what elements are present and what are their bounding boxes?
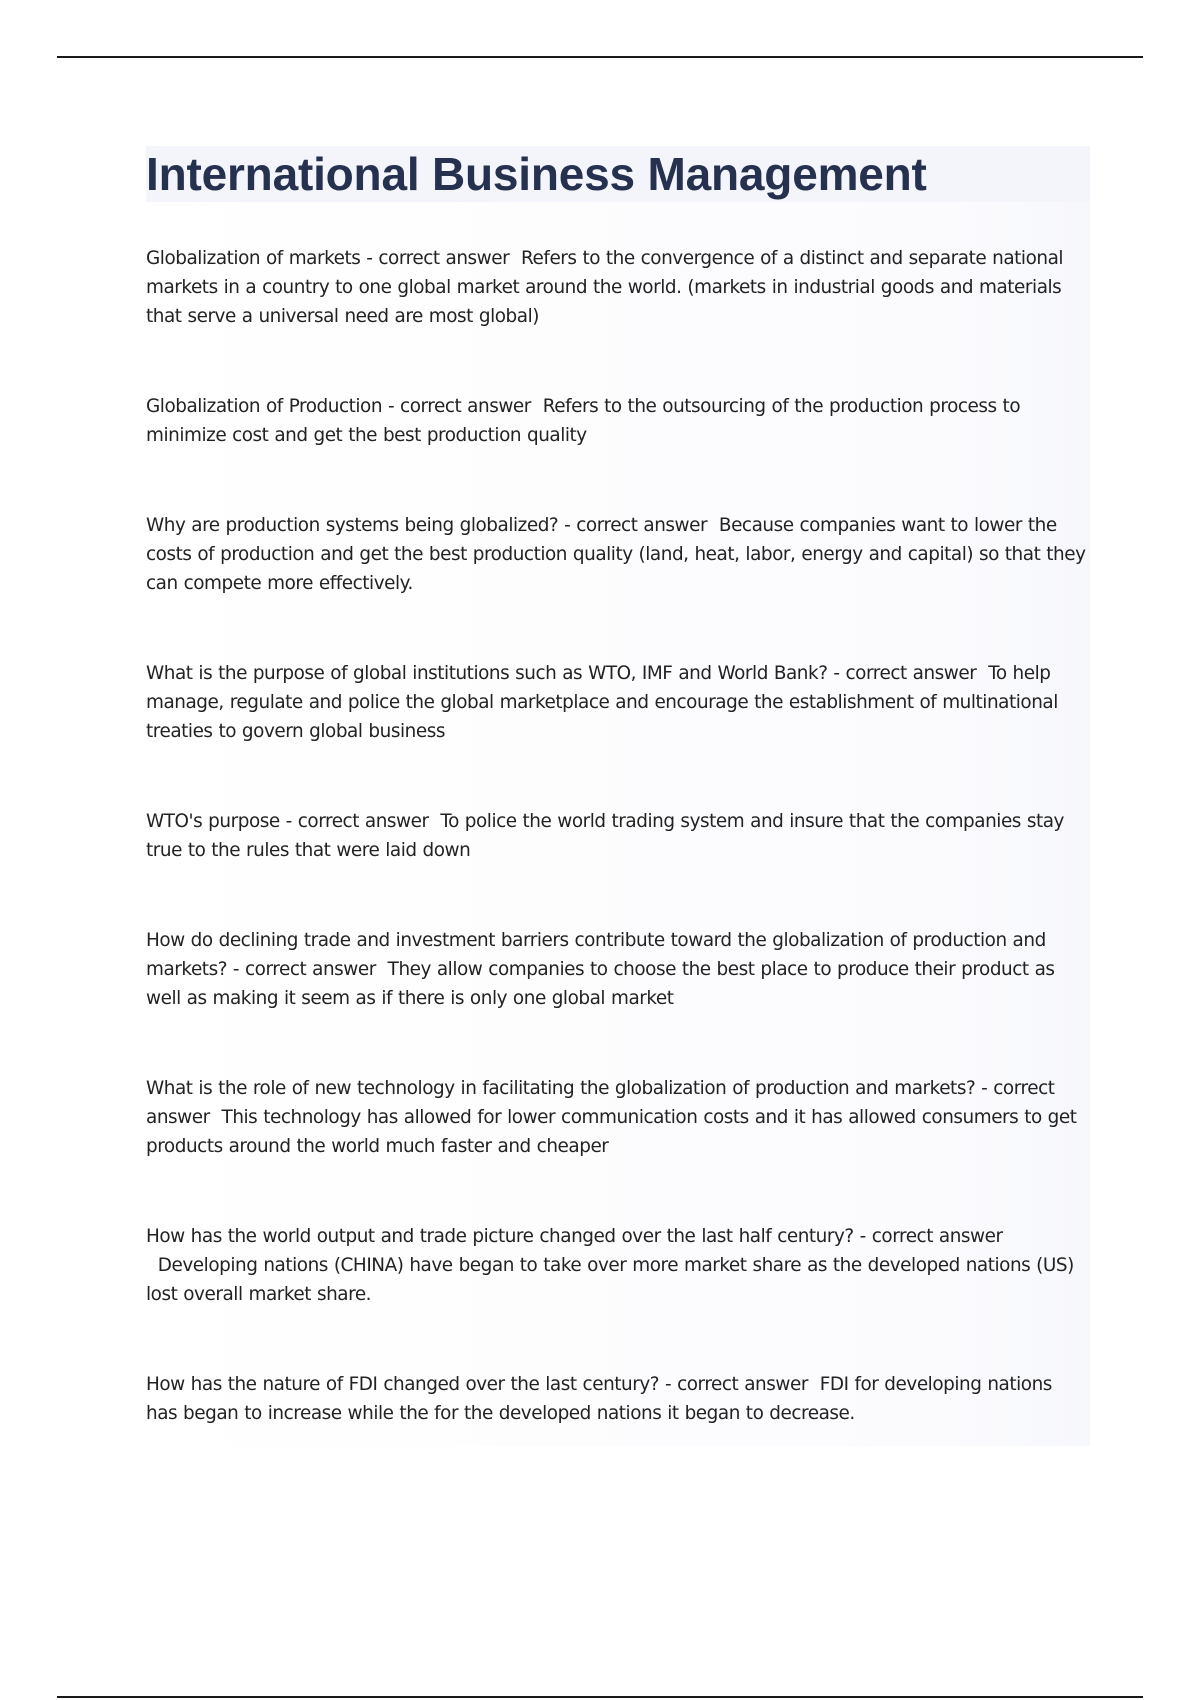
qa-answer: Because companies want to lower the costs of production and get the best production quality (land, heat, labor, energy and capital) so that they can compete more effectively. — [146, 515, 1086, 594]
qa-item: How has the world output and trade picture changed over the last half century? - correct answer Developing nations (CHINA) have began to take over more market share as the developed nations (US) lost overall market share. — [146, 1226, 1074, 1305]
qa-question: How do declining trade and investment barriers contribute toward the globalization of production and markets? — [146, 930, 1046, 980]
qa-question: Globalization of Production — [146, 396, 383, 417]
qa-item: Globalization of markets - correct answer Refers to the convergence of a distinct and separate national markets in a country to one global market around the world. (markets in industrial goods and materials that serve a universal need are most global) — [146, 248, 1064, 327]
qa-question: What is the role of new technology in facilitating the globalization of production and markets? — [146, 1078, 976, 1099]
qa-answer: Developing nations (CHINA) have began to take over more market share as the developed nations (US) lost overall market share. — [146, 1255, 1074, 1305]
qa-question: How has the nature of FDI changed over the last century? — [146, 1374, 660, 1395]
qa-label: correct answer — [845, 663, 977, 684]
qa-answer: They allow companies to choose the best place to produce their product as well as making it seem as if there is only one global market — [146, 959, 1055, 1009]
qa-item: How has the nature of FDI changed over the last century? - correct answer FDI for developing nations has began to increase while the for the developed nations it began to decrease. — [146, 1374, 1052, 1424]
top-rule — [57, 56, 1143, 58]
qa-answer: To help manage, regulate and police the global marketplace and encourage the establishment of multinational treaties to govern global business — [146, 663, 1058, 742]
page-title: International Business Management — [146, 148, 927, 200]
qa-item: What is the purpose of global institutions such as WTO, IMF and World Bank? - correct answer To help manage, regulate and police the global marketplace and encourage the establishment of multinational treaties to govern global business — [146, 663, 1058, 742]
qa-question: Globalization of markets — [146, 248, 361, 269]
qa-answer: FDI for developing nations has began to increase while the for the developed nations it began to decrease. — [146, 1374, 1052, 1424]
qa-question: How has the world output and trade picture changed over the last half century? — [146, 1226, 854, 1247]
qa-answer: To police the world trading system and insure that the companies stay true to the rules that were laid down — [146, 811, 1064, 861]
qa-answer: Refers to the outsourcing of the production process to minimize cost and get the best production quality — [146, 396, 1021, 446]
qa-label: correct answer — [245, 959, 376, 980]
qa-label: correct answer — [297, 811, 429, 832]
qa-answer: This technology has allowed for lower communication costs and it has allowed consumers to get products around the world much faster and cheaper — [146, 1107, 1077, 1157]
qa-item: Globalization of Production - correct answer Refers to the outsourcing of the production process to minimize cost and get the best production quality — [146, 396, 1021, 446]
qa-question: Why are production systems being globalized? — [146, 515, 559, 536]
qa-label: correct answer — [871, 1226, 1003, 1247]
qa-answer: Refers to the convergence of a distinct and separate national markets in a country to one global market around the world. (markets in industrial goods and materials that serve a universal need are most global) — [146, 248, 1064, 327]
qa-item: What is the role of new technology in facilitating the globalization of production and markets? - correct answer This technology has allowed for lower communication costs and it has allowed consumers to get products around the world much faster and cheaper — [146, 1078, 1077, 1157]
qa-label: correct answer — [677, 1374, 808, 1395]
qa-question: What is the purpose of global institutions such as WTO, IMF and World Bank? — [146, 663, 828, 684]
qa-label: correct answer — [378, 248, 510, 269]
qa-label: correct answer — [400, 396, 531, 417]
qa-label: correct answer — [146, 1078, 1055, 1128]
qa-item: Why are production systems being globalized? - correct answer Because companies want to lower the costs of production and get the best production quality (land, heat, labor, energy and capital) so that they can compete more effectively. — [146, 515, 1086, 594]
qa-item: How do declining trade and investment barriers contribute toward the globalization of production and markets? - correct answer They allow companies to choose the best place to produce their product as well as making it seem as if there is only one global market — [146, 930, 1055, 1009]
qa-question: WTO's purpose — [146, 811, 280, 832]
qa-item: WTO's purpose - correct answer To police the world trading system and insure that the companies stay true to the rules that were laid down — [146, 811, 1064, 861]
qa-label: correct answer — [576, 515, 708, 536]
qa-list — [146, 244, 1086, 1489]
bottom-rule — [57, 1696, 1143, 1698]
